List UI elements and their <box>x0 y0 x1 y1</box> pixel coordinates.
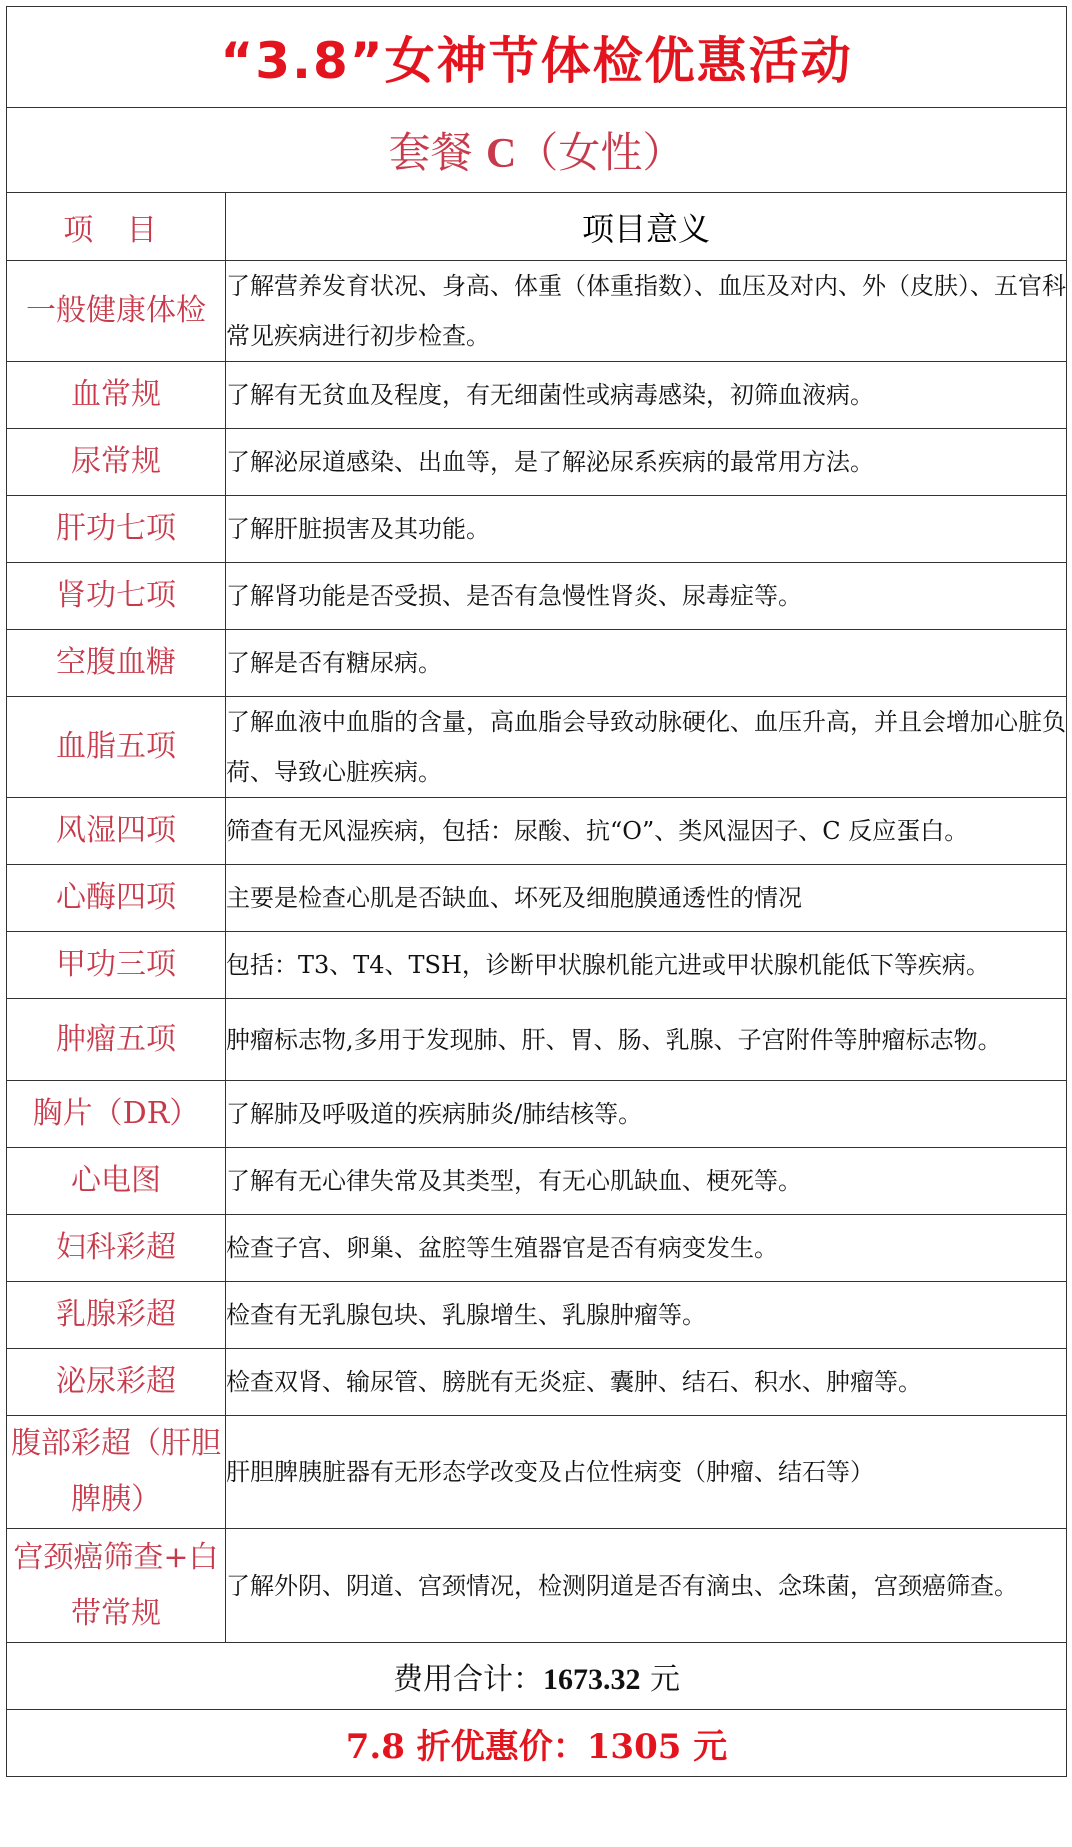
table-row <box>7 865 1067 932</box>
table-row <box>7 1349 1067 1416</box>
item-name: 胸片（DR） <box>7 1081 226 1148</box>
package-prefix: 套餐 <box>388 128 486 177</box>
discount-price: 7.8 折优惠价：1305 元 <box>7 1710 1067 1777</box>
table-row <box>7 362 1067 429</box>
page-title: “3.8”女神节体检优惠活动 <box>7 7 1067 108</box>
total-amount: 1673.32 <box>542 1663 641 1696</box>
item-meaning: 了解外阴、阴道、宫颈情况，检测阴道是否有滴虫、念珠菌，宫颈癌筛查。 <box>226 1529 1067 1643</box>
table-row <box>7 798 1067 865</box>
item-name: 腹部彩超（肝胆脾胰） <box>7 1416 226 1529</box>
item-meaning: 了解肝脏损害及其功能。 <box>226 496 1067 563</box>
item-name: 肿瘤五项 <box>7 999 226 1081</box>
item-meaning: 包括：T3、T4、TSH，诊断甲状腺机能亢进或甲状腺机能低下等疾病。 <box>226 932 1067 999</box>
item-name: 甲功三项 <box>7 932 226 999</box>
table-row <box>7 563 1067 630</box>
item-name: 肾功七项 <box>7 563 226 630</box>
item-meaning: 肿瘤标志物,多用于发现肺、肝、胃、肠、乳腺、子宫附件等肿瘤标志物。 <box>226 999 1067 1081</box>
item-meaning: 了解有无心律失常及其类型，有无心肌缺血、梗死等。 <box>226 1148 1067 1215</box>
item-meaning: 检查子宫、卵巢、盆腔等生殖器官是否有病变发生。 <box>226 1215 1067 1282</box>
table-row <box>7 630 1067 697</box>
item-name: 肝功七项 <box>7 496 226 563</box>
item-meaning: 检查有无乳腺包块、乳腺增生、乳腺肿瘤等。 <box>226 1282 1067 1349</box>
item-name: 空腹血糖 <box>7 630 226 697</box>
item-meaning: 肝胆脾胰脏器有无形态学改变及占位性病变（肿瘤、结石等） <box>226 1416 1067 1529</box>
item-meaning: 了解营养发育状况、身高、体重（体重指数）、血压及对内、外（皮肤）、五官科常见疾病进行初步检查。 <box>226 261 1067 362</box>
item-meaning: 了解有无贫血及程度，有无细菌性或病毒感染，初筛血液病。 <box>226 362 1067 429</box>
item-meaning: 检查双肾、输尿管、膀胱有无炎症、囊肿、结石、积水、肿瘤等。 <box>226 1349 1067 1416</box>
item-meaning: 了解肾功能是否受损、是否有急慢性肾炎、尿毒症等。 <box>226 563 1067 630</box>
item-meaning: 筛查有无风湿疾病，包括：尿酸、抗“O”、类风湿因子、C 反应蛋白。 <box>226 798 1067 865</box>
table-row <box>7 496 1067 563</box>
item-name: 心电图 <box>7 1148 226 1215</box>
item-meaning: 了解泌尿道感染、出血等，是了解泌尿系疾病的最常用方法。 <box>226 429 1067 496</box>
item-meaning: 了解肺及呼吸道的疾病肺炎/肺结核等。 <box>226 1081 1067 1148</box>
item-name: 尿常规 <box>7 429 226 496</box>
item-name: 心酶四项 <box>7 865 226 932</box>
table-row <box>7 1215 1067 1282</box>
table-row <box>7 1081 1067 1148</box>
item-name: 风湿四项 <box>7 798 226 865</box>
item-name: 一般健康体检 <box>7 261 226 362</box>
table-row <box>7 261 1067 362</box>
item-name: 血常规 <box>7 362 226 429</box>
table-row <box>7 1529 1067 1643</box>
table-row <box>7 1416 1067 1529</box>
table-row <box>7 999 1067 1081</box>
item-name: 血脂五项 <box>7 697 226 798</box>
item-meaning: 主要是检查心肌是否缺血、坏死及细胞膜通透性的情况 <box>226 865 1067 932</box>
package-letter: C <box>486 131 517 177</box>
item-meaning: 了解是否有糖尿病。 <box>226 630 1067 697</box>
table-row <box>7 1148 1067 1215</box>
package-suffix: （女性） <box>516 128 685 177</box>
item-meaning: 了解血液中血脂的含量，高血脂会导致动脉硬化、血压升高，并且会增加心脏负荷、导致心脏疾病。 <box>226 697 1067 798</box>
total-cost <box>7 1643 1067 1710</box>
total-unit: 元 <box>640 1662 681 1697</box>
table-row <box>7 932 1067 999</box>
item-name: 宫颈癌筛查+白带常规 <box>7 1529 226 1643</box>
item-name: 乳腺彩超 <box>7 1282 226 1349</box>
package-title <box>7 108 1067 193</box>
table-row <box>7 429 1067 496</box>
exam-table <box>6 6 1067 1777</box>
item-name: 妇科彩超 <box>7 1215 226 1282</box>
total-label: 费用合计： <box>392 1662 543 1697</box>
column-header-item: 项 目 <box>7 193 226 261</box>
exam-sheet <box>6 6 1066 1777</box>
item-name: 泌尿彩超 <box>7 1349 226 1416</box>
table-row <box>7 697 1067 798</box>
table-row <box>7 1282 1067 1349</box>
column-header-meaning: 项目意义 <box>226 193 1067 261</box>
